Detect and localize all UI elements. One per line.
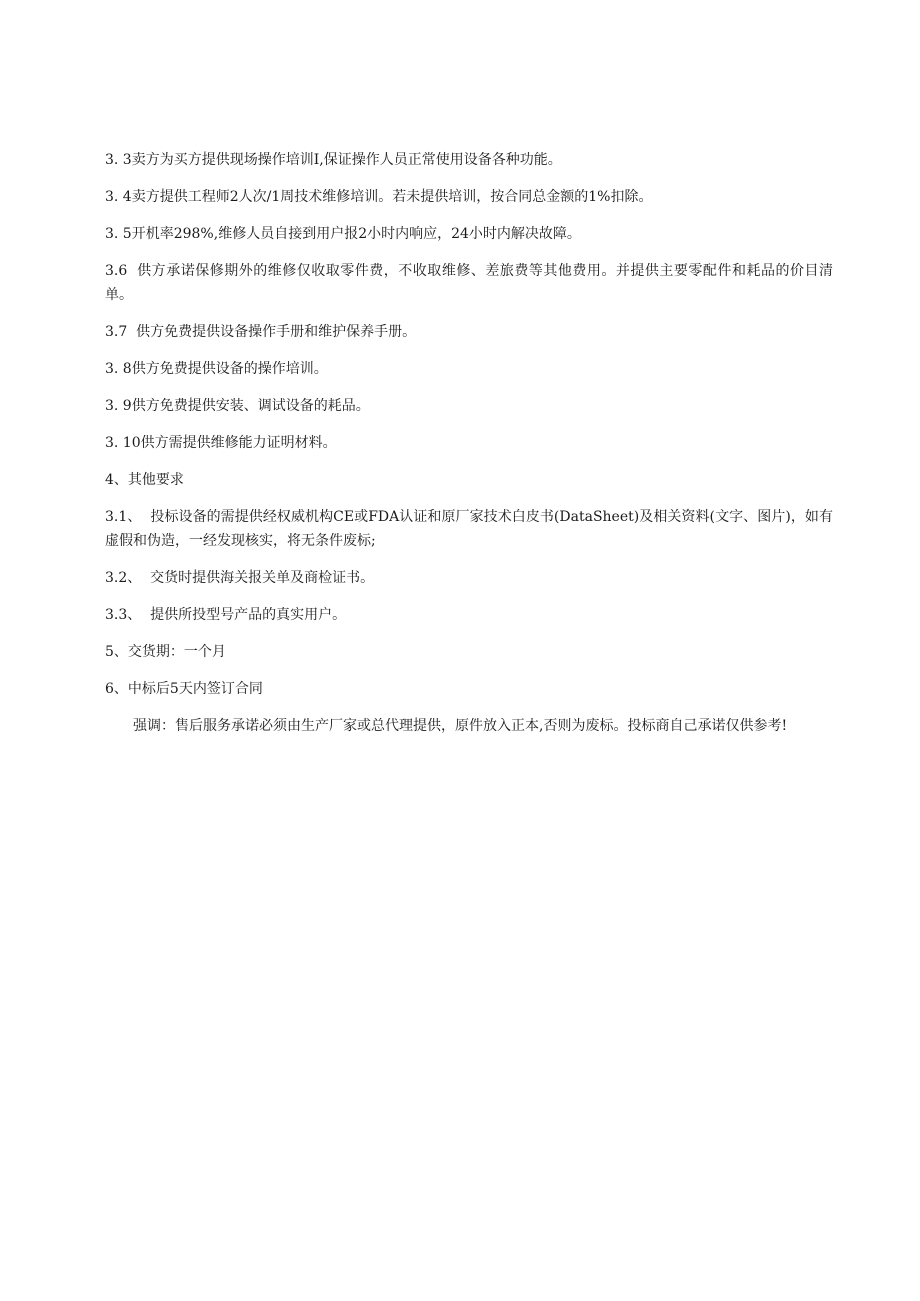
clause-3-5: 3. 5开机率298%,维修人员自接到用户报2小时内响应，24小时内解决故障。	[105, 226, 581, 242]
clause-3-3: 3. 3卖方为买方提供现场操作培训I,保证操作人员正常使用设备各种功能。	[105, 152, 562, 168]
emphasis-note: 强调：售后服务承诺必须由生产厂家或总代理提供，原件放入正本,否则为废标。投标商自己承诺仅供参考!	[133, 718, 788, 734]
section-5-delivery: 5、交货期：一个月	[105, 644, 226, 660]
clause-3-10: 3. 10供方需提供维修能力证明材料。	[105, 435, 337, 451]
clause-3-9: 3. 9供方免费提供安装、调试设备的耗品。	[105, 398, 370, 414]
section-6-contract: 6、中标后5天内签订合同	[105, 681, 263, 697]
document-body	[105, 148, 833, 751]
clause-3-4: 3. 4卖方提供工程师2人次/1周技术维修培训。若未提供培训，按合同总金额的1%扣除。	[105, 189, 653, 205]
other-req-3-2: 3.2、 交货时提供海关报关单及商检证书。	[105, 570, 375, 586]
clause-3-6: 3.6 供方承诺保修期外的维修仅收取零件费，不收取维修、差旅费等其他费用。并提供主要零配件和耗品的价目清单。	[105, 263, 833, 303]
other-req-3-3: 3.3、 提供所投型号产品的真实用户。	[105, 607, 347, 623]
clause-3-8: 3. 8供方免费提供设备的操作培训。	[105, 361, 328, 377]
section-4-heading: 4、其他要求	[105, 472, 184, 488]
other-req-3-1: 3.1、 投标设备的需提供经权威机构CE或FDA认证和原厂家技术白皮书(DataSheet)及相关资料(文字、图片)，如有虚假和伪造，一经发现核实，将无条件废标;	[105, 509, 833, 549]
clause-3-7: 3.7 供方免费提供设备操作手册和维护保养手册。	[105, 324, 417, 340]
